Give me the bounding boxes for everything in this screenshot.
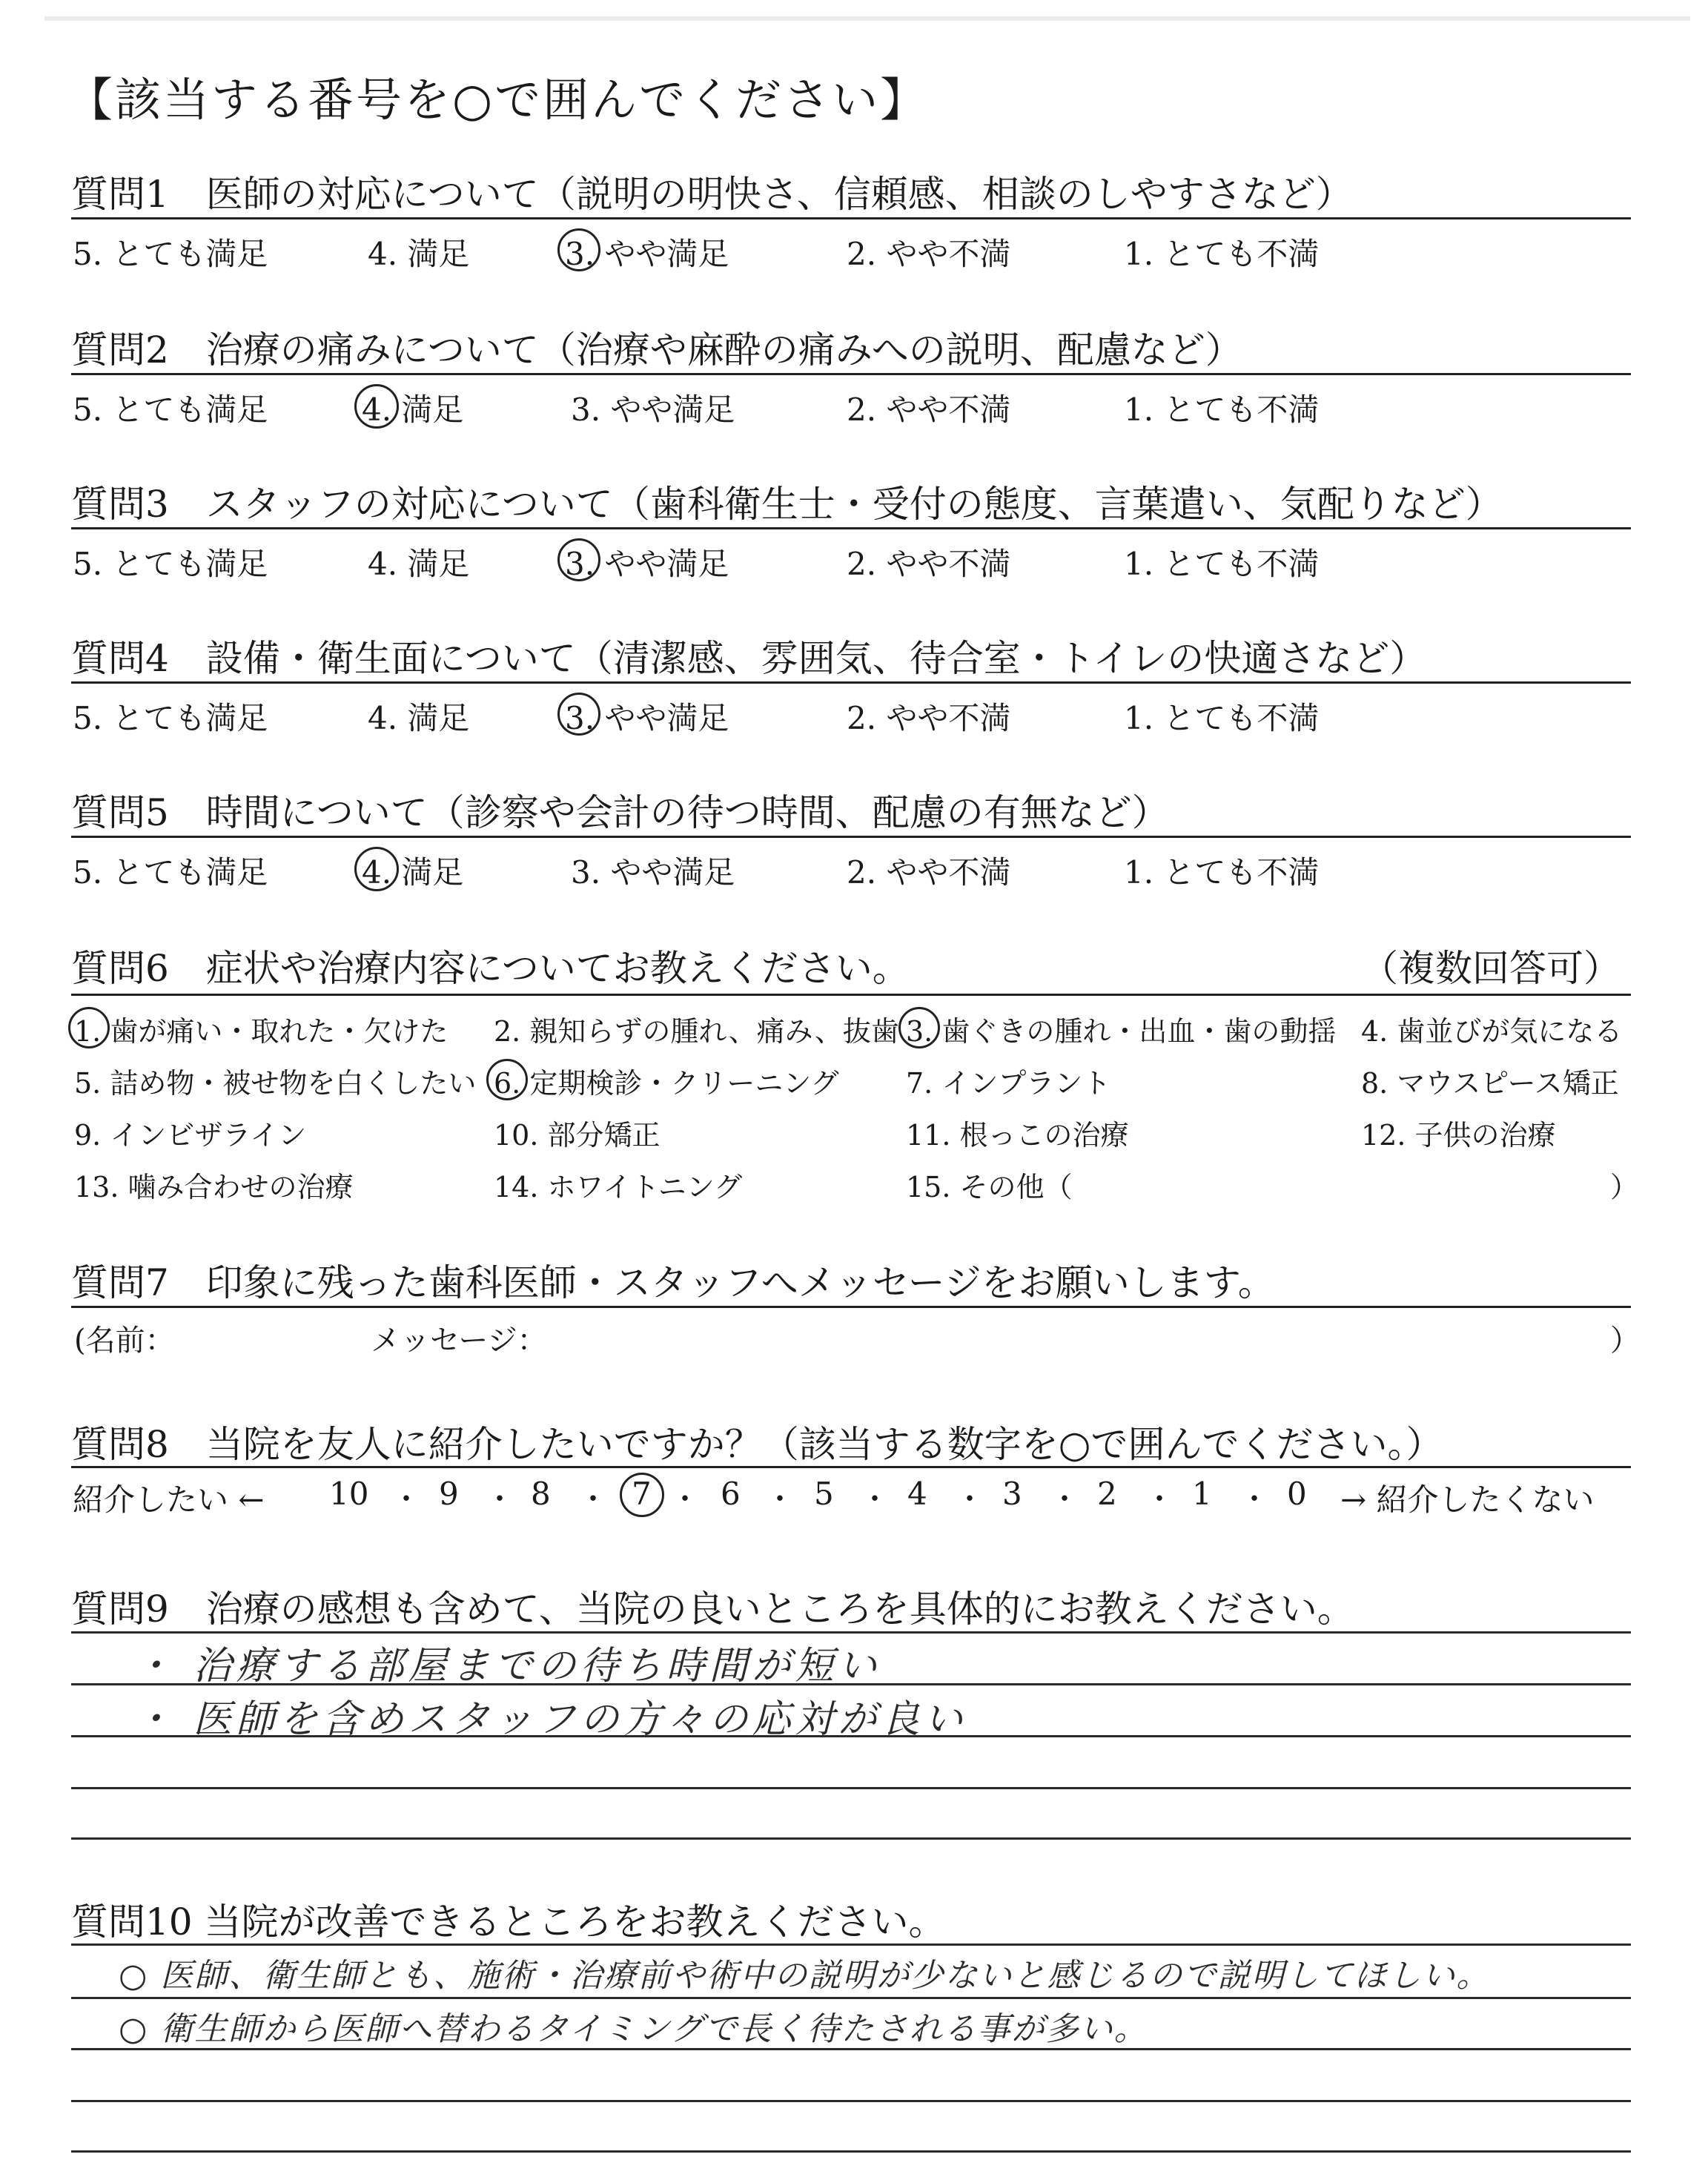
q6-option-2[interactable]: 2. 親知らずの腫れ、痛み、抜歯 <box>494 1015 899 1048</box>
top-border <box>44 16 1690 21</box>
q4-option-3[interactable]: 3. やや満足 <box>565 700 729 736</box>
q6-option-5[interactable]: 5. 詰め物・被せ物を白くしたい <box>74 1067 477 1100</box>
q2-rule <box>71 373 1631 375</box>
q2-option-2[interactable]: 2. やや不満 <box>847 392 1011 428</box>
q7-close: ） <box>1610 1324 1640 1358</box>
q5-option-5[interactable]: 5. とても満足 <box>73 854 268 891</box>
q1-selected-circle <box>557 228 600 271</box>
q8-scale-5[interactable]: 5 <box>814 1476 834 1512</box>
q6-option-15-close: ） <box>1610 1171 1639 1203</box>
q3-option-2[interactable]: 2. やや不満 <box>847 546 1011 582</box>
q3-option-1[interactable]: 1. とても不満 <box>1124 546 1320 582</box>
q3-option-3[interactable]: 3. やや満足 <box>565 546 729 582</box>
q6-selected-circle-3 <box>898 1007 940 1048</box>
q3-option-4[interactable]: 4. 満足 <box>368 546 470 582</box>
q7-name-label[interactable]: (名前： <box>74 1324 175 1358</box>
q8-scale-7[interactable]: 7 <box>632 1476 652 1512</box>
q3-option-5[interactable]: 5. とても満足 <box>73 546 268 582</box>
q6-title: 質問6 症状や治療内容についてお教えください。 <box>71 947 910 990</box>
q4-title: 質問4 設備・衛生面について（清潔感、雰囲気、待合室・トイレの快適さなど） <box>71 637 1427 680</box>
q10-writing-line <box>71 2100 1631 2102</box>
q8-sep: ・ <box>860 1482 890 1516</box>
q10-writing-line <box>71 2150 1631 2153</box>
q10-writing-line <box>71 1943 1631 1946</box>
page-title: 【該当する番号を○で囲んでください】 <box>67 73 929 127</box>
q2-option-3[interactable]: 3. やや満足 <box>571 392 735 428</box>
q9-title: 質問9 治療の感想も含めて、当院の良いところを具体的にお教えください。 <box>71 1588 1354 1631</box>
q8-scale-1[interactable]: 1 <box>1192 1476 1212 1512</box>
q5-option-4[interactable]: 4. 満足 <box>362 854 464 891</box>
q8-selected-circle <box>620 1473 664 1517</box>
q6-option-6[interactable]: 6. 定期検診・クリーニング <box>494 1067 839 1100</box>
q1-option-3[interactable]: 3. やや満足 <box>565 236 729 272</box>
q3-selected-circle <box>557 538 600 581</box>
q4-option-4[interactable]: 4. 満足 <box>368 700 470 736</box>
q8-scale-6[interactable]: 6 <box>721 1476 741 1512</box>
q6-option-9[interactable]: 9. インビザライン <box>74 1119 307 1152</box>
q8-scale-2[interactable]: 2 <box>1097 1476 1117 1512</box>
q10-answer: ○ 医師、衛生師とも、施術・治療前や術中の説明が少ないと感じるので説明してほしい。 <box>119 1957 1491 1995</box>
q7-title: 質問7 印象に残った歯科医師・スタッフへメッセージをお願いします。 <box>71 1261 1275 1304</box>
q6-option-3[interactable]: 3. 歯ぐきの腫れ・出血・歯の動揺 <box>906 1015 1337 1048</box>
q1-option-4[interactable]: 4. 満足 <box>368 236 470 272</box>
q4-option-2[interactable]: 2. やや不満 <box>847 700 1011 736</box>
q9-writing-line <box>71 1631 1631 1634</box>
q6-option-13[interactable]: 13. 噛み合わせの治療 <box>74 1171 354 1203</box>
q6-selected-circle-6 <box>486 1059 528 1100</box>
q8-sep: ・ <box>1050 1482 1079 1516</box>
q8-right-label: → 紹介したくない <box>1340 1482 1595 1518</box>
q1-option-5[interactable]: 5. とても満足 <box>73 236 268 272</box>
q8-sep: ・ <box>1239 1482 1269 1516</box>
q5-selected-circle <box>354 847 399 891</box>
q6-option-4[interactable]: 4. 歯並びが気になる <box>1361 1015 1623 1048</box>
q2-option-4[interactable]: 4. 満足 <box>362 392 464 428</box>
q10-title: 質問10 当院が改善できるところをお教えください。 <box>71 1900 946 1943</box>
q8-sep: ・ <box>1145 1482 1174 1516</box>
q7-rule <box>71 1306 1631 1308</box>
q9-answer: ・ 医師を含めスタッフの方々の応対が良い <box>133 1697 967 1742</box>
q6-option-12[interactable]: 12. 子供の治療 <box>1361 1119 1556 1152</box>
q1-title: 質問1 医師の対応について（説明の明快さ、信頼感、相談のしやすさなど） <box>71 173 1353 216</box>
q4-option-1[interactable]: 1. とても不満 <box>1124 700 1320 736</box>
q3-title: 質問3 スタッフの対応について（歯科衛生士・受付の態度、言葉遣い、気配りなど） <box>71 483 1503 526</box>
q8-sep: ・ <box>765 1482 795 1516</box>
q5-option-2[interactable]: 2. やや不満 <box>847 854 1011 891</box>
q6-option-1[interactable]: 1. 歯が痛い・取れた・欠けた <box>74 1015 448 1048</box>
q6-option-11[interactable]: 11. 根っこの治療 <box>906 1119 1129 1152</box>
q4-option-5[interactable]: 5. とても満足 <box>73 700 268 736</box>
q10-writing-line <box>71 1997 1631 1999</box>
q8-scale-0[interactable]: 0 <box>1287 1476 1307 1512</box>
q8-title: 質問8 当院を友人に紹介したいですか？（該当する数字を○で囲んでください。） <box>71 1423 1443 1466</box>
q8-scale-8[interactable]: 8 <box>531 1476 551 1512</box>
q4-rule <box>71 681 1631 684</box>
q6-option-15[interactable]: 15. その他（ <box>906 1171 1073 1203</box>
q2-option-5[interactable]: 5. とても満足 <box>73 392 268 428</box>
q1-option-2[interactable]: 2. やや不満 <box>847 236 1011 272</box>
q2-selected-circle <box>354 384 399 429</box>
q8-left-label: 紹介したい ← <box>73 1482 265 1518</box>
q9-writing-line <box>71 1837 1631 1840</box>
q4-selected-circle <box>557 693 600 736</box>
q2-title: 質問2 治療の痛みについて（治療や麻酔の痛みへの説明、配慮など） <box>71 328 1242 371</box>
q9-answer: ・ 治療する部屋までの待ち時間が短い <box>133 1644 881 1688</box>
q3-rule <box>71 527 1631 529</box>
q2-option-1[interactable]: 1. とても不満 <box>1124 392 1320 428</box>
q6-note: （複数回答可） <box>1361 947 1621 990</box>
q8-sep: ・ <box>670 1482 700 1516</box>
q8-sep: ・ <box>391 1482 421 1516</box>
q5-option-3[interactable]: 3. やや満足 <box>571 854 735 891</box>
q5-option-1[interactable]: 1. とても不満 <box>1124 854 1320 891</box>
q6-rule <box>71 994 1631 996</box>
q9-writing-line <box>71 1787 1631 1789</box>
q6-option-7[interactable]: 7. インプラント <box>906 1067 1111 1100</box>
q8-sep: ・ <box>955 1482 984 1516</box>
q1-rule <box>71 217 1631 219</box>
q6-option-8[interactable]: 8. マウスピース矯正 <box>1361 1067 1619 1100</box>
q6-option-10[interactable]: 10. 部分矯正 <box>494 1119 661 1152</box>
q8-scale-4[interactable]: 4 <box>907 1476 927 1512</box>
q6-selected-circle-1 <box>68 1007 110 1048</box>
q10-answer: ○ 衛生師から医師へ替わるタイミングで長く待たされる事が多い。 <box>119 2010 1148 2048</box>
q8-scale-10[interactable]: 10 <box>329 1476 369 1512</box>
q8-sep: ・ <box>485 1482 514 1516</box>
q1-option-1[interactable]: 1. とても不満 <box>1124 236 1320 272</box>
q7-message-label[interactable]: メッセージ： <box>371 1324 547 1358</box>
q5-rule <box>71 836 1631 838</box>
q8-scale-9[interactable]: 9 <box>439 1476 459 1512</box>
q6-option-14[interactable]: 14. ホワイトニング <box>494 1171 743 1203</box>
q8-scale-3[interactable]: 3 <box>1002 1476 1022 1512</box>
q5-title: 質問5 時間について（診察や会計の待つ時間、配慮の有無など） <box>71 791 1169 834</box>
q8-sep: ・ <box>578 1482 608 1516</box>
q8-rule <box>71 1466 1631 1468</box>
